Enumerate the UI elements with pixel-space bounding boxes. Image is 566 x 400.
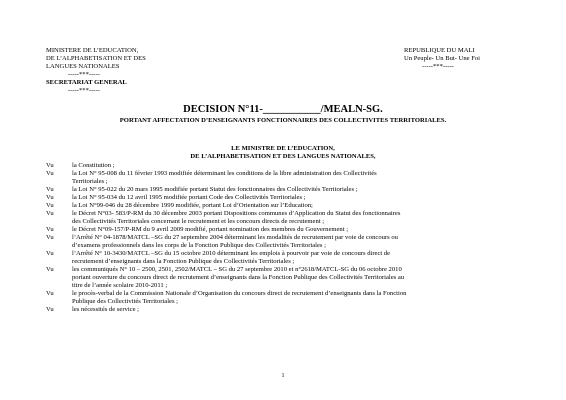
considerant-row [46,274,526,282]
vu-label-spacer [46,298,72,306]
vu-label: Vu [46,202,54,209]
vu-label-spacer [46,282,72,290]
considerant-text: la Loi N° 95-008 du 11 février 1993 modifiée déterminant les conditions de la libre administration des Collectivités [72,170,377,177]
considerant-row [46,202,526,210]
considerant-row [46,242,526,250]
decision-subtitle: PORTANT AFFECTATION D’ENSEIGNANTS FONCTIONNAIRES DES COLLECTIVITES TERRITORIALES. [119,117,447,124]
minister-line-2: DE L’ALPHABETISATION ET DES LANGUES NATIONALES, [190,153,376,160]
considerant-text: Territoriales ; [72,178,108,185]
considerant-text: la Loi N° 95-022 du 20 mars 1995 modifiée portant Statut des fonctionnaires des Collectivités Territoriales ; [72,186,358,193]
vu-label: Vu [46,210,54,217]
vu-label: Vu [46,226,54,233]
secretariat-label: SECRETARIAT GENERAL [46,79,127,86]
considerant-row [46,178,526,186]
vu-label-spacer [46,218,72,226]
republic-header [404,47,544,71]
republic-motto: Un Peuple- Un But- Une Foi [404,55,481,62]
considerant-row [46,298,526,306]
ministry-line-1: MINISTERE DE L’EDUCATION, [46,47,139,54]
vu-label: Vu [46,194,54,201]
considerant-text: Publique des Collectivités Territoriales ; [72,298,178,305]
considerant-row [46,218,526,226]
considerant-row [46,306,526,314]
ministry-separator-2: -----***----- [68,87,100,94]
considerant-row [46,194,526,202]
vu-label: Vu [46,186,54,193]
considerant-text: recrutement d’enseignants dans la Fonction Publique des Collectivités Territoriales ; [72,258,295,265]
considerants-list [46,162,526,314]
considerant-text: la Loi N°99-046 du 28 décembre 1999 modifiée, portant Loi d’Orientation sur l’Education; [72,202,313,209]
considerant-row [46,162,526,170]
considerant-row [46,282,526,290]
considerant-text: d’examens professionnels dans les corps de la Fonction Publique des Collectivités Territoriales ; [72,242,326,249]
vu-label: Vu [46,266,54,273]
minister-heading [0,145,566,161]
considerant-row [46,170,526,178]
vu-label: Vu [46,250,54,257]
considerant-text: le Décret N°03- 583/P-RM du 30 décembre 2003 portant Dispositions communes d’Application du Statut des fonctionnaires [72,210,401,217]
vu-label-spacer [46,242,72,250]
vu-label: Vu [46,306,54,313]
considerant-text: l’Arrêté N° 10-3430/MATCL –SG du 15 octobre 2010 déterminant les emplois à pourvoir par voie de concours direct de [72,250,391,257]
ministry-header [46,47,276,95]
considerant-row [46,226,526,234]
considerant-text: la Constitution ; [72,162,115,169]
considerant-text: titre de l’année scolaire 2010-2011 ; [72,282,168,289]
ministry-separator-1: -----***----- [68,71,100,78]
republic-separator: -----***----- [422,63,454,70]
page-number: 1 [281,373,285,379]
vu-label: Vu [46,290,54,297]
vu-label: Vu [46,162,54,169]
considerant-row [46,234,526,242]
considerant-row [46,250,526,258]
considerant-text: la Loi N° 95-034 du 12 avril 1995 modifiée portant Code des Collectivités Territoriales ; [72,194,306,201]
considerant-row [46,266,526,274]
considerant-row [46,290,526,298]
considerant-text: les nécessités de service ; [72,306,140,313]
minister-line-1: LE MINISTRE DE L’EDUCATION, [231,145,335,152]
considerant-text: l’Arrêté N° 04-1878/MATCL –SG du 27 septembre 2004 déterminant les modalités de recrutement par voie de concours ou [72,234,398,241]
ministry-line-3: LANGUES NATIONALES [46,63,120,70]
considerant-text: portant ouverture du concours direct de recrutement d’enseignants dans la Fonction Publique des Collectivités Territoriales au [72,274,405,281]
vu-label-spacer [46,258,72,266]
considerant-row [46,186,526,194]
considerant-text: le procès-verbal de la Commission Nationale d’Organisation du concours direct de recrutement d’enseignants dans la Fonction [72,290,407,297]
considerant-text: des Collectivités Territoriales concernant le recrutement et les concours directs de recrutement ; [72,218,325,225]
vu-label: Vu [46,170,54,177]
vu-label-spacer [46,274,72,282]
considerant-row [46,210,526,218]
considerant-row [46,258,526,266]
vu-label: Vu [46,234,54,241]
considerant-text: le Décret N°09-157/P-RM du 9 avril 2009 modifié, portant nomination des membres du Gouvernement ; [72,226,349,233]
considerant-text: les communiqués N° 10 – 2500, 2501, 2502/MATCL – SG du 27 septembre 2010 et n°2618/MATCL-SG du 06 octobre 2010 [72,266,402,273]
ministry-line-2: DE L’ALPHABETISATION ET DES [46,55,146,62]
vu-label-spacer [46,178,72,186]
decision-title: DECISION N°11-___________/MEALN-SG. [183,104,383,115]
republic-name: REPUBLIQUE DU MALI [404,47,475,54]
